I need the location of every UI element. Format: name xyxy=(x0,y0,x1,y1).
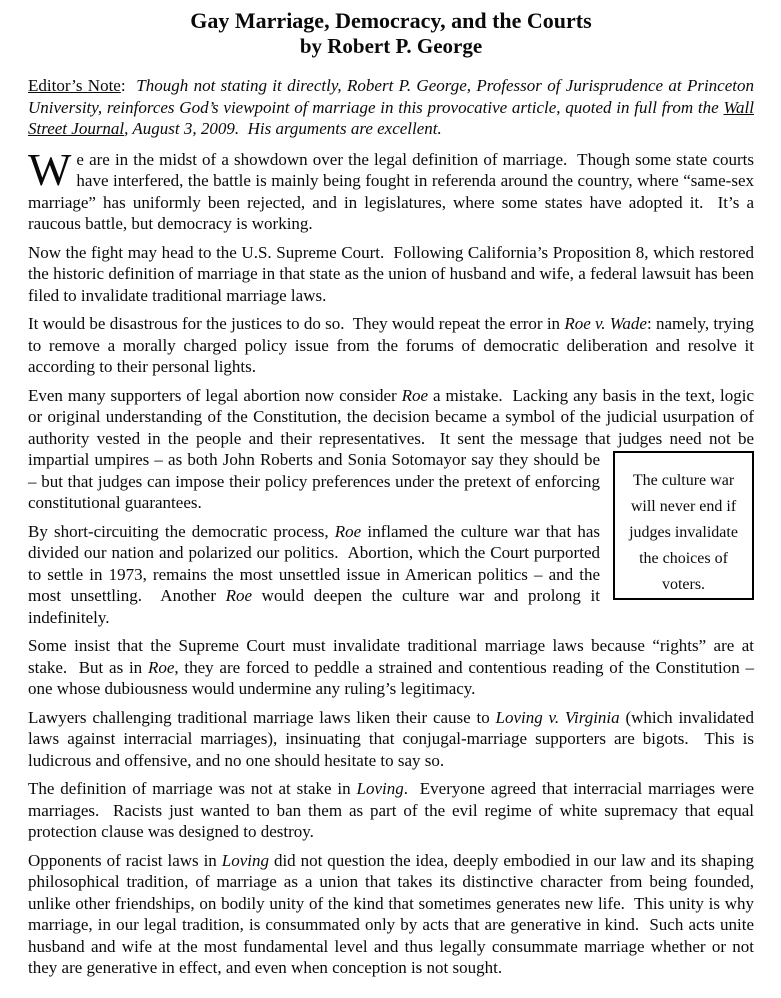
text-run: Loving xyxy=(221,850,269,870)
editors-note-label: Editor’s Note xyxy=(28,76,121,95)
text-run: Lawyers challenging traditional marriage laws liken their cause to xyxy=(28,707,496,727)
text-run: Roe xyxy=(225,586,253,605)
text-run: did not question the idea, deeply embodied in our law and its shaping philosophical tradition, of marriage as a union that takes its distinctive character from being founded, unlike other friendships, on bodily unity of the kind that sometimes generates new life. This unity is why marriage, in our legal tradition, is consummated only by acts that are generative in kind. Such acts unite husband and wife at the most fundamental level and thus legally consummate marriage whether or not they are generative in effect, and even when conception is not sought. xyxy=(28,850,754,977)
text-run: Roe xyxy=(334,521,362,541)
text-run: e are in the midst of a showdown over the legal definition of marriage. Though some state courts have interfered, the battle is mainly being fought in referenda around the country, where “same-sex marriage” has uniformly been rejected, and in legislatures, where some states have adopted it. It’s a raucous battle, but democracy is working. xyxy=(28,149,754,233)
text-run: Roe xyxy=(401,385,429,405)
text-run: , August 3, 2009. His arguments are excellent. xyxy=(124,119,442,138)
paragraph-6 xyxy=(28,635,754,700)
text-run: Roe v. Wade xyxy=(564,314,647,333)
article-body xyxy=(28,143,755,979)
text-run: Roe xyxy=(147,657,175,677)
text-run: inflamed the culture war that has divided our nation and polarized our politics. Abortion, which the Court purported to settle in 1973, remains the most unsettled issue in American politics – and the most unsettling. Another xyxy=(28,521,600,605)
text-run: Even many supporters of legal abortion now consider xyxy=(28,385,402,405)
text-run: It would be disastrous for the justices to do so. They would repeat the error in xyxy=(28,314,565,333)
text-run: The definition of marriage was not at stake in xyxy=(28,779,357,798)
text-run: Loving v. Virginia xyxy=(495,707,620,727)
paragraph-1 xyxy=(28,143,754,235)
article-byline: by Robert P. George xyxy=(299,34,483,58)
text-run: Some insist that the Supreme Court must invalidate traditional marriage laws because “rights” are at stake. But as in xyxy=(28,636,754,677)
pull-quote-text: The culture war will never end if judges invalidate the choices of voters. xyxy=(629,472,738,593)
text-run: Now the fight may head to the U.S. Supreme Court. Following California’s Proposition 8, which restored the historic definition of marriage in that state as the union of husband and wife, a federal lawsuit has been filed to invalidate traditional marriage laws. xyxy=(28,242,754,305)
text-run: : namely, trying to remove a morally charged policy issue from the forums of democratic deliberation and resolve it according to their personal lights. xyxy=(28,314,755,376)
text-run: (which invalidated laws against interracial marriages), insinuating that conjugal-marriage supporters are bigots. This is ludicrous and offensive, and no one should hesitate to say so. xyxy=(28,707,754,770)
text-run: need not be impartial umpires – as both John Roberts and Sonia Sotomayor say they should be – but that judges can impose their policy preferences under the pretext of enforcing constitutional guarantees. xyxy=(28,428,755,512)
drop-cap: W xyxy=(28,143,72,195)
editors-note xyxy=(28,75,754,140)
paragraph-2 xyxy=(28,242,754,307)
paragraph-7 xyxy=(28,707,754,772)
text-run: Wall Street Journal xyxy=(28,97,754,138)
text-run: . Everyone agreed that interracial marriages were marriages. Racists just wanted to ban them as part of the evil regime of white supremacy that equal protection clause was designed to destroy. xyxy=(28,779,754,841)
paragraph-8 xyxy=(28,778,754,843)
text-run: Loving xyxy=(356,779,404,798)
text-run: , they are forced to peddle a strained and contentious reading of the Constitution – one whose dubiousness would undermine any ruling’s legitimacy. xyxy=(28,657,754,698)
pull-quote-box xyxy=(613,451,754,600)
paragraph-3 xyxy=(28,313,754,378)
text-run: a mistake. Lacking any basis in the text, logic or original understanding of the Constitution, the decision became a symbol of the judicial usurpation of authority vested in the people and their representatives. It sent the message that judges xyxy=(28,385,754,448)
editors-note-separator: : xyxy=(120,76,137,95)
article-title: Gay Marriage, Democracy, and the Courts xyxy=(190,8,592,33)
text-run: Opponents of racist laws in xyxy=(28,850,222,870)
paragraph-9 xyxy=(28,850,754,979)
text-run: By short-circuiting the democratic process, xyxy=(28,521,335,541)
editors-note-text xyxy=(28,76,754,138)
text-run: would deepen the culture war and prolong it indefinitely. xyxy=(28,586,600,627)
text-run: Though not stating it directly, Robert P. George, Professor of Jurisprudence at Princeton University, reinforces God’s viewpoint of marriage in this provocative article, quoted in full from the xyxy=(28,76,754,117)
